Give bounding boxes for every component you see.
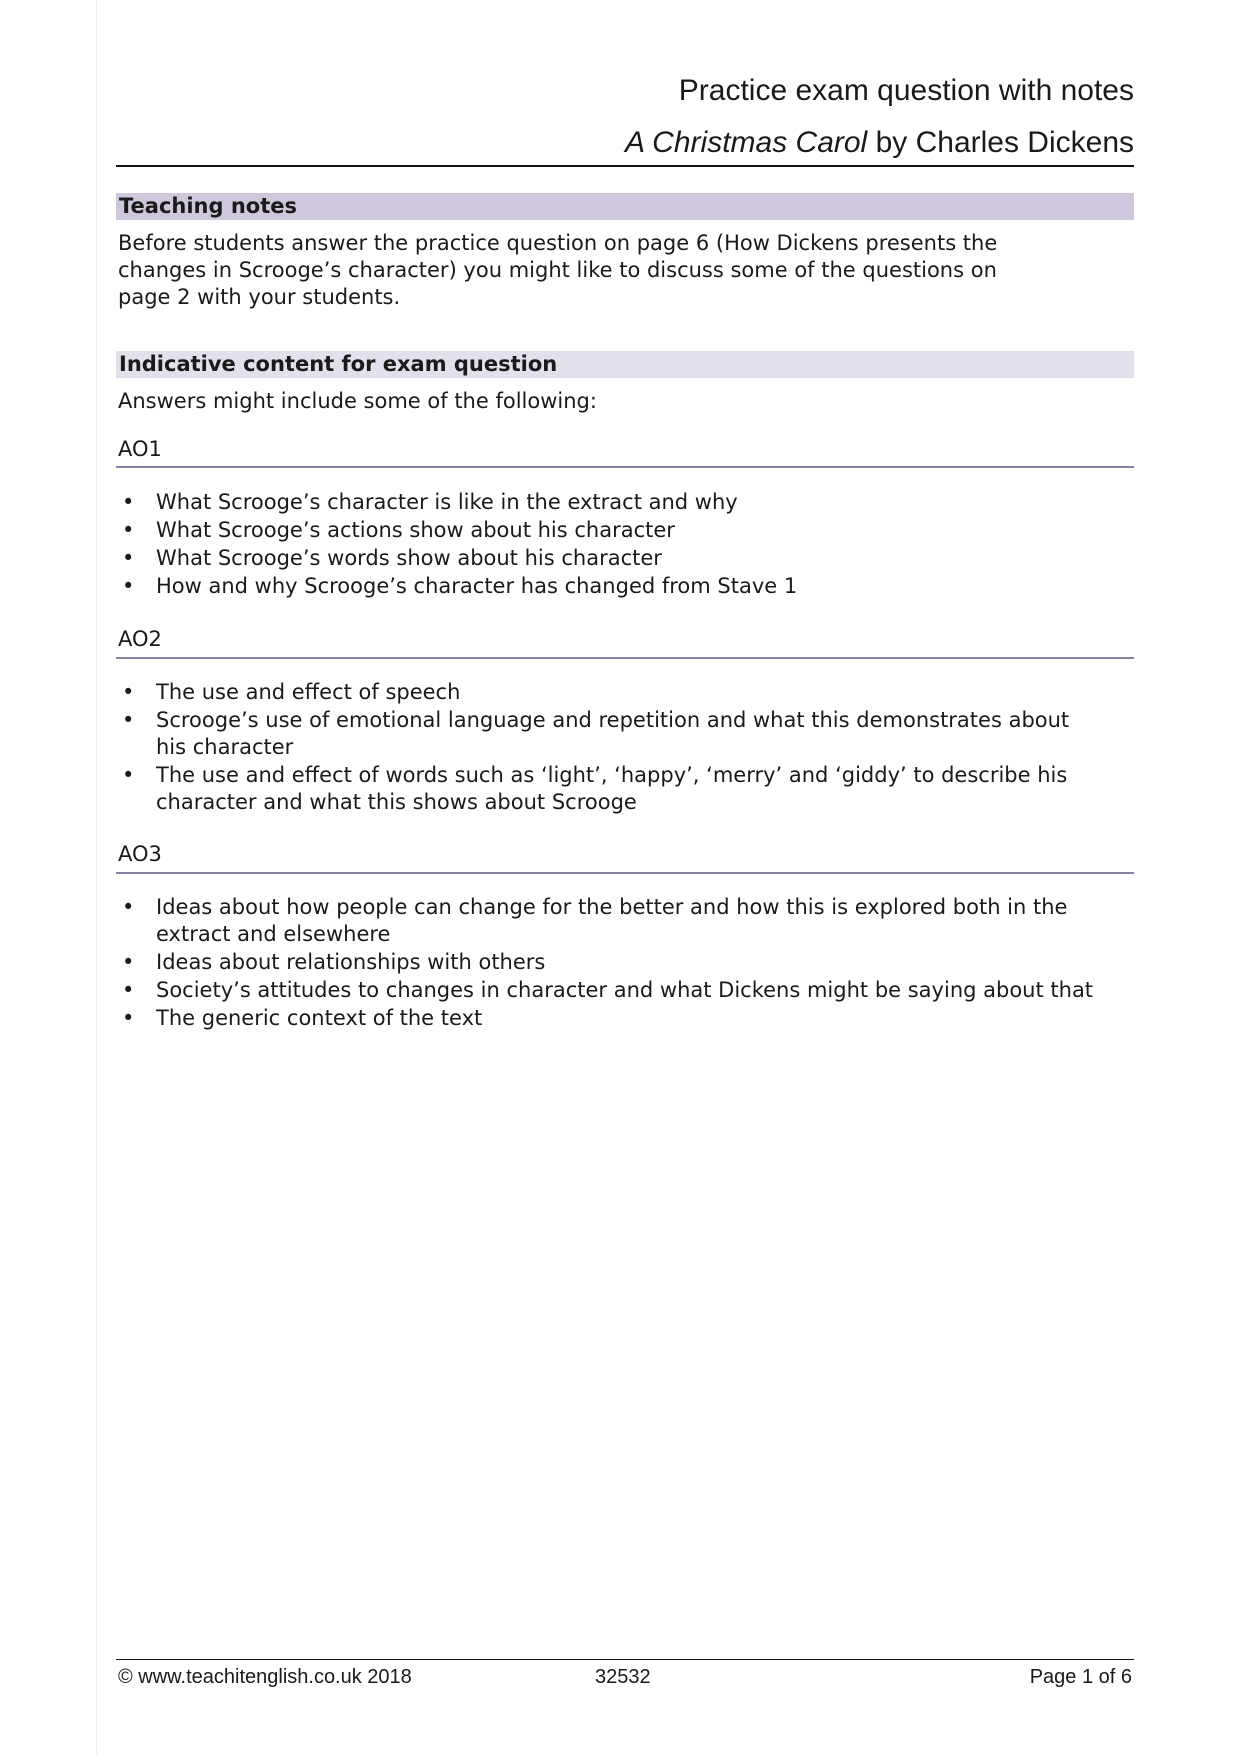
bullet-icon: • [122,895,135,919]
list-item [118,949,1098,976]
section-divider-ao1 [116,466,1134,468]
list-item-text: Ideas about relationships with others [156,950,546,974]
list-item-text: The generic context of the text [156,1006,483,1030]
section-divider-ao2 [116,657,1134,659]
list-item [118,517,1098,544]
bullet-icon: • [122,1006,135,1030]
list-item-text: What Scrooge’s words show about his character [156,546,662,570]
bullet-list-ao2 [118,679,1098,817]
list-item-text: Scrooge’s use of emotional language and repetition and what this demonstrates about his character [156,708,1070,759]
list-item [118,707,1098,761]
bullet-icon: • [122,574,135,598]
list-item-text: The use and effect of words such as ‘light’, ‘happy’, ‘merry’ and ‘giddy’ to describe his character and what this shows about Scrooge [156,763,1068,814]
indicative-intro-text: Answers might include some of the following: [118,389,597,413]
list-item-text: What Scrooge’s character is like in the extract and why [156,490,738,514]
bullet-list-ao3 [118,894,1098,1033]
document-subtitle [116,118,1134,168]
list-item [118,679,1098,706]
list-item-text: How and why Scrooge’s character has changed from Stave 1 [156,574,798,598]
section-label-ao1: AO1 [118,437,162,461]
bullet-icon: • [122,680,135,704]
list-item-text: Society’s attitudes to changes in character and what Dickens might be saying about that [156,978,1094,1002]
footer-divider [116,1659,1134,1660]
list-item [118,489,1098,516]
section-divider-ao3 [116,872,1134,874]
list-item [118,894,1098,948]
document-header [116,66,1134,168]
bullet-icon: • [122,546,135,570]
bullet-icon: • [122,978,135,1002]
teaching-notes-text: Before students answer the practice question on page 6 (How Dickens presents the changes in Scrooge’s character) you might like to discuss some of the questions on page 2 with your students. [118,231,998,309]
footer-copyright: © www.teachitenglish.co.uk 2018 [118,1666,412,1688]
teaching-notes-heading: Teaching notes [116,193,1134,220]
bullet-icon: • [122,490,135,514]
book-title: A Christmas Carol [624,126,868,159]
list-item [118,545,1098,572]
footer-resource-code: 32532 [595,1666,651,1688]
section-label-ao3: AO3 [118,842,162,866]
book-author: by Charles Dickens [867,126,1134,159]
list-item [118,573,1098,600]
list-item [118,1005,1098,1032]
list-item [118,977,1098,1004]
list-item [118,762,1098,816]
document-title: Practice exam question with notes [678,74,1134,107]
bullet-list-ao1 [118,489,1098,601]
list-item-text: The use and effect of speech [156,680,461,704]
bullet-icon: • [122,763,135,787]
section-label-ao2: AO2 [118,627,162,651]
indicative-content-heading: Indicative content for exam question [116,351,1134,378]
list-item-text: What Scrooge’s actions show about his character [156,518,675,542]
footer-page-number: Page 1 of 6 [1029,1666,1132,1688]
bullet-icon: • [122,950,135,974]
page-margin-line [96,0,97,1754]
bullet-icon: • [122,708,135,732]
header-divider [116,165,1134,167]
list-item-text: Ideas about how people can change for the better and how this is explored both in the extract and elsewhere [156,895,1068,946]
bullet-icon: • [122,518,135,542]
